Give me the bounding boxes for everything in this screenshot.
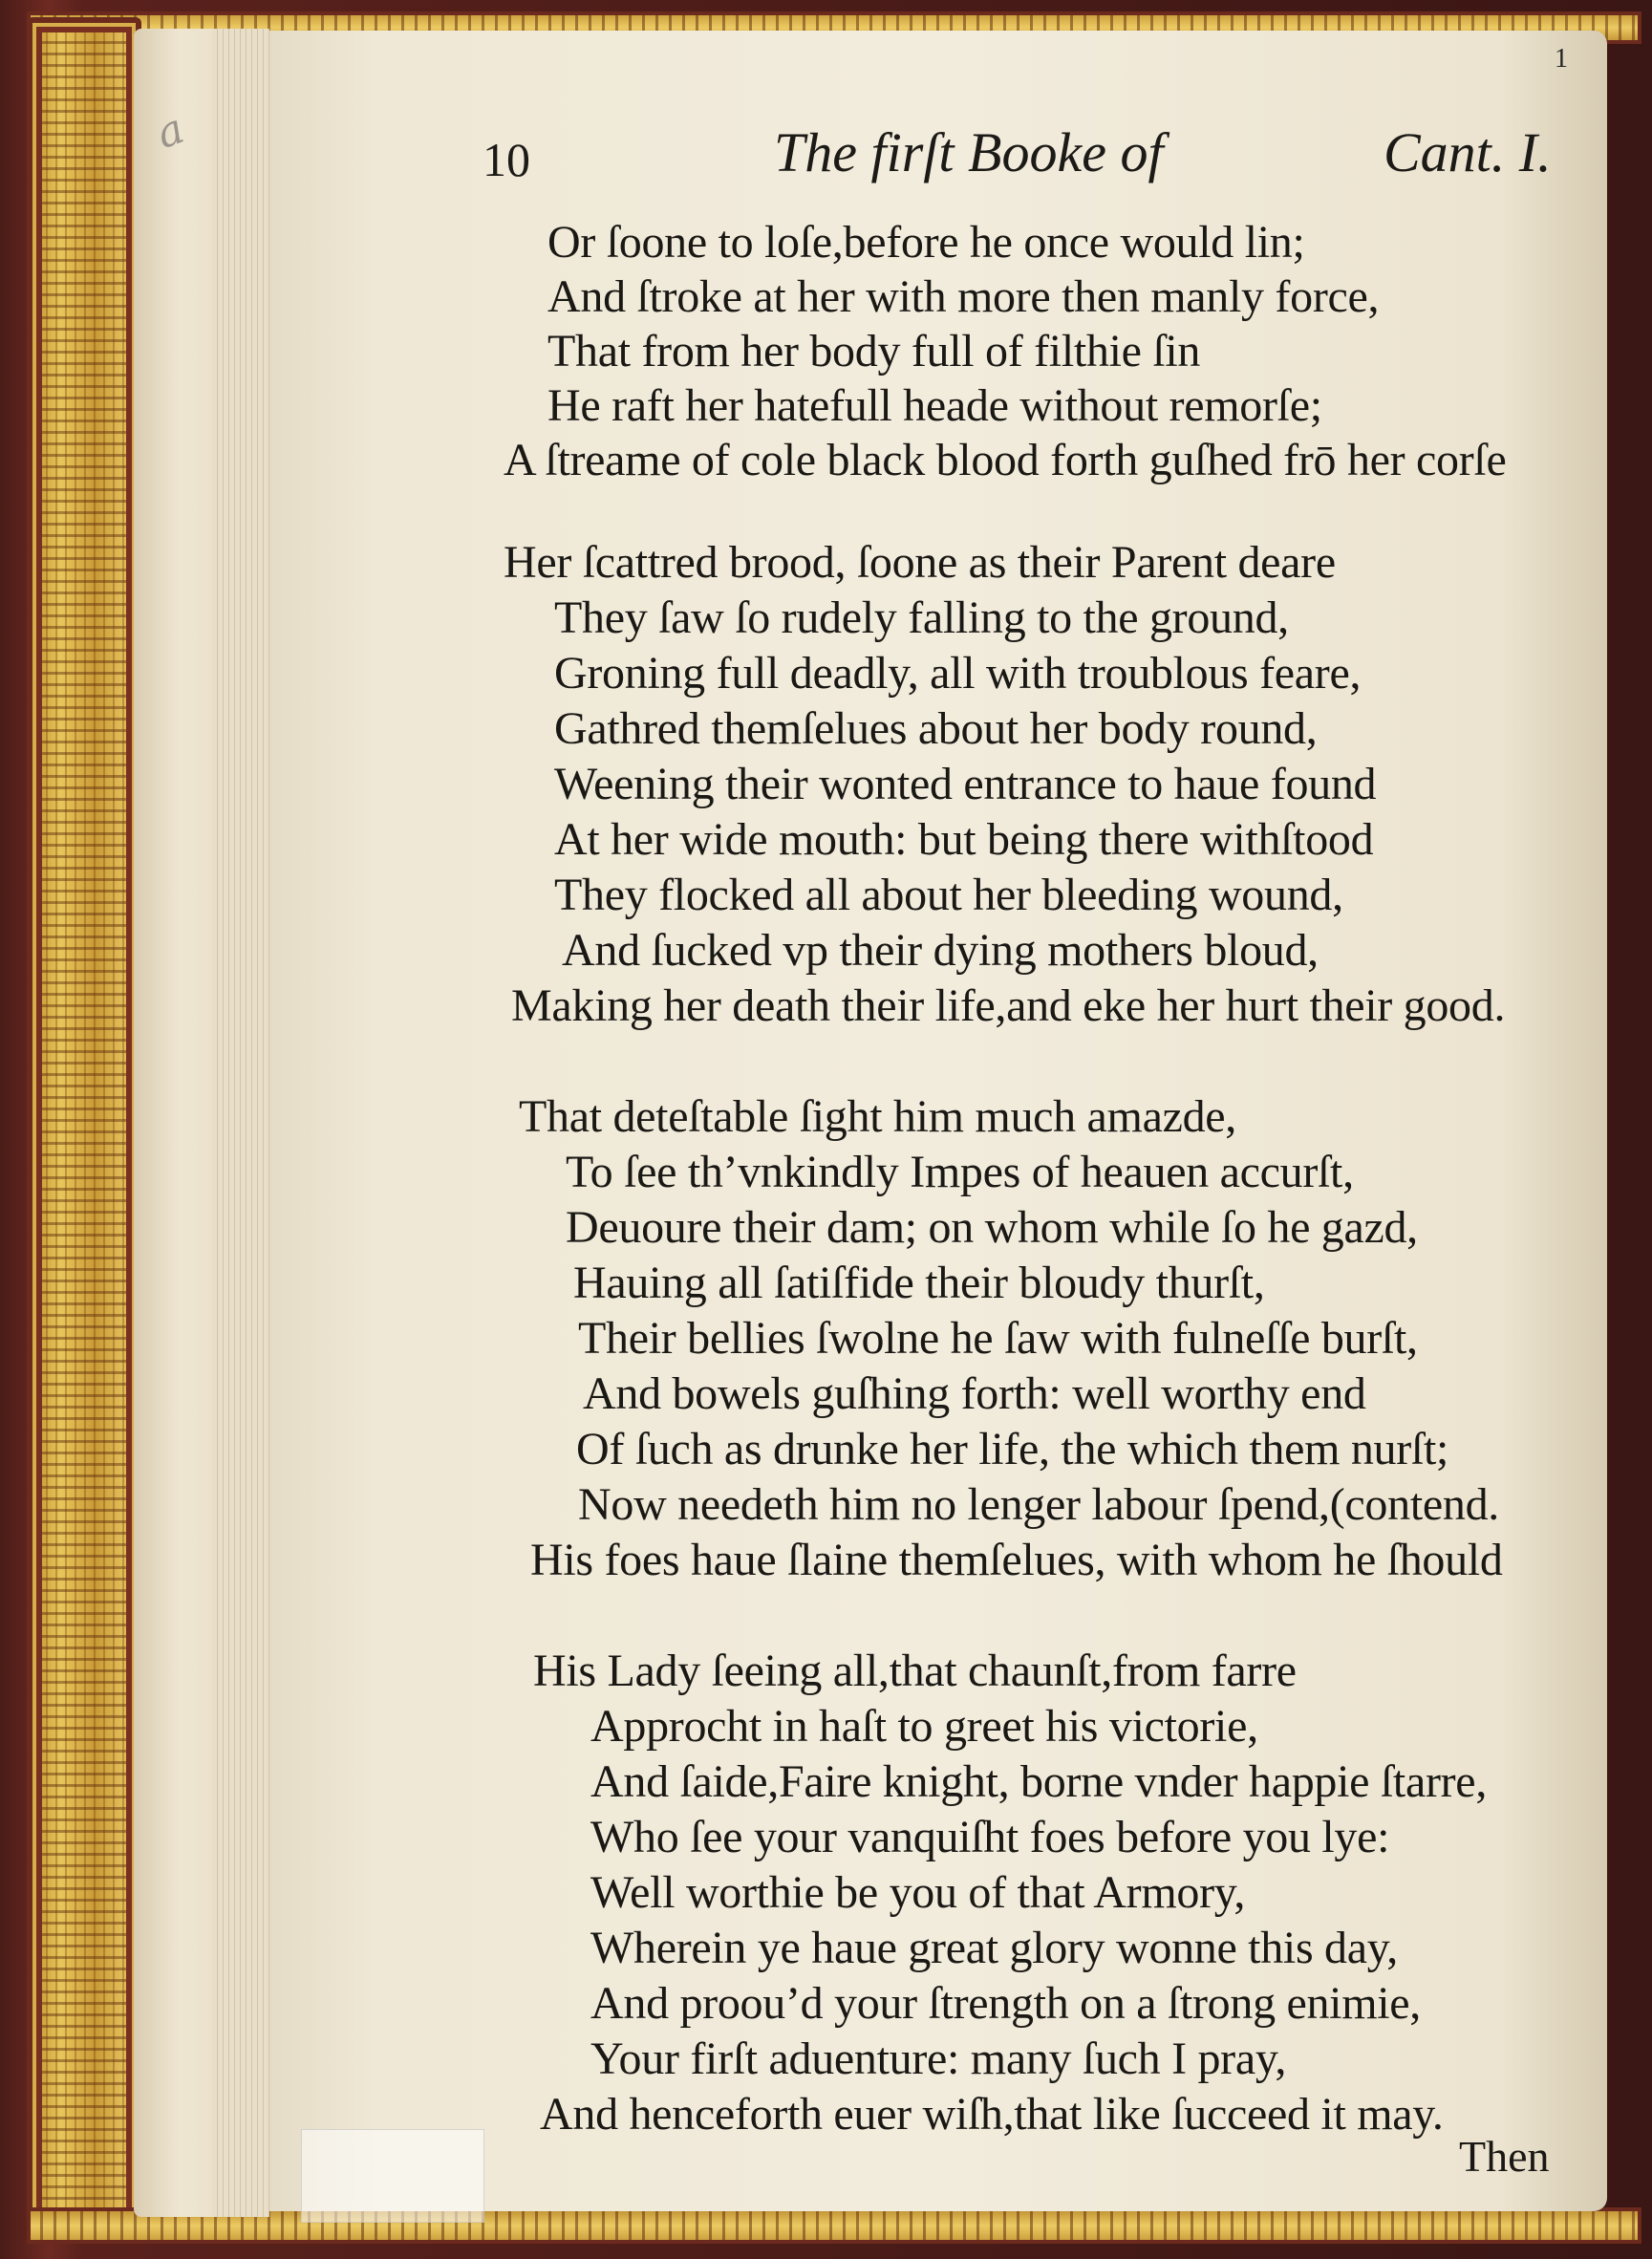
verse-line: And bowels guſhing forth: well worthy end [583,1368,1366,1419]
verse-line: They flocked all about her bleeding wound, [554,870,1343,920]
verse-line: Gathred themſelues about her body round, [554,703,1318,754]
verse-line: And ſaide,Faire knight, borne vnder happie ſtarre, [590,1756,1488,1807]
page-edges [212,29,269,2217]
page-holder-tab [301,2129,484,2223]
verse-line: Your firſt aduenture: many ſuch I pray, [590,2033,1287,2084]
verse-line: His foes haue ſlaine themſelues, with whom he ſhould [530,1535,1503,1585]
verse-line: Who ſee your vanquiſht foes before you lye: [590,1812,1390,1862]
corner-mark: 1 [1555,44,1568,74]
pencil-annotation: a [150,104,191,159]
canto-label: Cant. I. [1384,121,1552,183]
verse-line: They ſaw ſo rudely falling to the ground, [554,592,1289,643]
verse-line: Wherein ye haue great glory wonne this day, [590,1923,1399,1973]
verse-line: Now needeth him no lenger labour ſpend,(contend. [578,1479,1499,1530]
verse-line: That deteſtable ſight him much amazde, [519,1091,1236,1142]
verse-line: Making her death their life,and eke her hurt their good. [511,980,1506,1031]
verse-line: And proou’d your ſtrength on a ſtrong enimie, [590,1978,1421,2029]
verse-line: And henceforth euer wiſh,that like ſucceed it may. [540,2089,1444,2140]
page-number: 10 [483,133,530,186]
verse-line: And ſucked vp their dying mothers bloud, [562,925,1319,976]
verse-line: And ſtroke at her with more then manly force, [547,271,1380,322]
verse-line: Their bellies ſwolne he ſaw with fulneſſe burſt, [578,1313,1418,1364]
gilt-border-left [27,17,141,2234]
verse-line: He raft her hatefull heade without remorſe; [547,380,1322,431]
verse-line: To ſee th’vnkindly Impes of heauen accurſt, [566,1147,1354,1197]
verse-line: Groning full deadly, all with troublous feare, [554,648,1362,699]
verse-line: A ſtreame of cole black blood forth guſhed frō her corſe [504,435,1507,485]
verse-line: Deuoure their dam; on whom while ſo he gazd, [566,1202,1418,1253]
verse-line: That from her body full of filthie ſin [547,326,1201,376]
verse-line: Of ſuch as drunke her life, the which them nurſt; [576,1424,1449,1474]
verse-line: Hauing all ſatiſfide their bloudy thurſt, [573,1258,1265,1308]
verse-line: Or ſoone to loſe,before he once would lin; [547,217,1305,268]
book-title: The firſt Booke of [774,121,1164,183]
catchword: Then [1459,2132,1550,2181]
verse-line: Weening their wonted entrance to haue found [554,759,1377,809]
verse-line: At her wide mouth: but being there withſtood [554,814,1374,865]
running-head [0,115,1652,191]
verse-line: Well worthie be you of that Armory, [590,1867,1246,1918]
verse-line: Her ſcattred brood, ſoone as their Parent deare [504,537,1336,588]
verse-line: His Lady ſeeing all,that chaunſt,from farre [533,1646,1297,1696]
verse-line: Approcht in haſt to greet his victorie, [590,1701,1258,1752]
